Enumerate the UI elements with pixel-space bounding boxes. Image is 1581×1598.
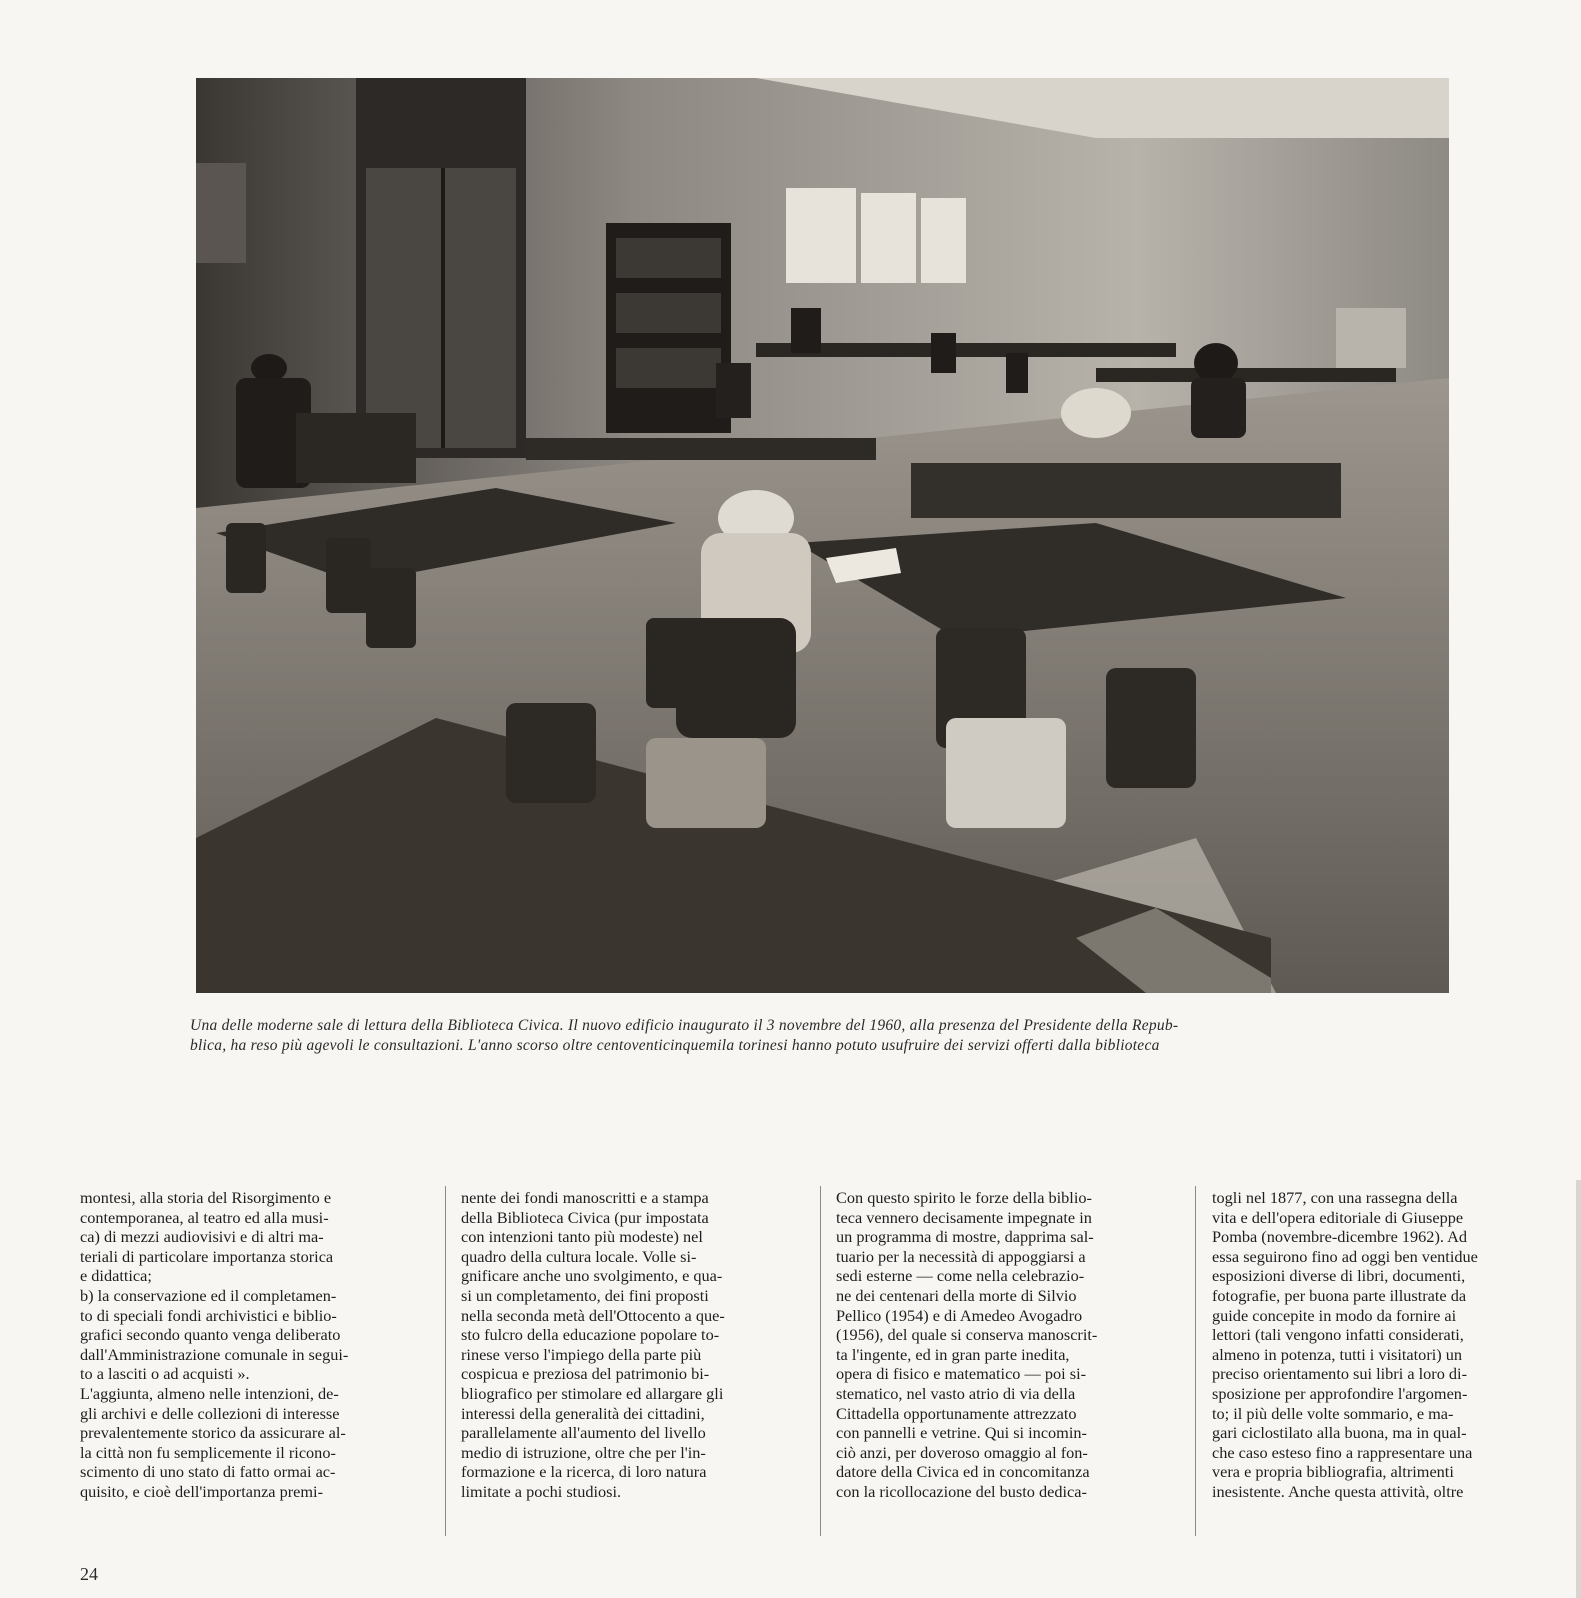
text-line: sto fulcro della educazione popolare to- bbox=[461, 1325, 720, 1345]
text-line: preciso orientamento sui libri a loro di- bbox=[1212, 1364, 1468, 1384]
caption-line: Una delle moderne sale di lettura della Biblioteca Civica. Il nuovo edificio inaugurato il 3 novembre del 1960, alla presenza del Presidente della Repub- bbox=[190, 1017, 1179, 1034]
text-line: dall'Amministrazione comunale in segui- bbox=[80, 1344, 349, 1364]
text-line: Pomba (novembre-dicembre 1962). Ad bbox=[1212, 1227, 1468, 1247]
text-line: to a lasciti o ad acquisti ». bbox=[80, 1364, 250, 1384]
reading-room-photo bbox=[196, 78, 1449, 993]
text-line: ta l'ingente, ed in gran parte inedita, bbox=[836, 1344, 1070, 1364]
text-line: fotografie, per buona parte illustrate da bbox=[1212, 1285, 1467, 1305]
text-line: esposizioni diverse di libri, documenti, bbox=[1212, 1266, 1466, 1286]
text-column-2 bbox=[461, 1188, 783, 1502]
text-line: scimento di uno stato di fatto ormai ac- bbox=[80, 1462, 336, 1482]
text-line: montesi, alla storia del Risorgimento e bbox=[80, 1188, 332, 1207]
page-number: 24 bbox=[80, 1564, 98, 1584]
text-line: Pellico (1954) e di Amedeo Avogadro bbox=[836, 1305, 1083, 1325]
text-line: sedi esterne — come nella celebrazio- bbox=[836, 1266, 1085, 1286]
text-line: e didattica; bbox=[80, 1266, 152, 1286]
text-line: quisito, e cioè dell'importanza premi- bbox=[80, 1481, 324, 1501]
text-line: vita e dell'opera editoriale di Giuseppe bbox=[1212, 1207, 1464, 1227]
text-line: lettori (tali vengono infatti considerati, bbox=[1212, 1325, 1464, 1345]
text-line: to di speciali fondi archivistici e biblio- bbox=[80, 1305, 337, 1325]
text-line: con pannelli e vetrine. Qui si incomin- bbox=[836, 1423, 1087, 1443]
text-line: si un completamento, dei fini proposti bbox=[461, 1285, 709, 1305]
text-line: togli nel 1877, con una rassegna della bbox=[1212, 1188, 1458, 1207]
text-line: sposizione per approfondire l'argomen- bbox=[1212, 1383, 1468, 1403]
text-line: medio di istruzione, oltre che per l'in- bbox=[461, 1442, 706, 1462]
text-line: nella seconda metà dell'Ottocento a que- bbox=[461, 1305, 725, 1325]
text-line: teriali di particolare importanza storica bbox=[80, 1246, 334, 1266]
text-line: con intenzioni tanto più modeste) nel bbox=[461, 1227, 703, 1247]
photo-caption bbox=[190, 1016, 1452, 1056]
text-line: prevalentemente storico da assicurare al- bbox=[80, 1423, 346, 1443]
text-line: bliografico per stimolare ed allargare gli bbox=[461, 1383, 724, 1403]
text-column-4 bbox=[1212, 1188, 1534, 1502]
text-line: almeno in potenza, tutti i visitatori) un bbox=[1212, 1344, 1463, 1364]
text-line: datore della Civica ed in concomitanza bbox=[836, 1462, 1090, 1482]
text-line: limitate a pochi studiosi. bbox=[461, 1481, 622, 1501]
page-edge bbox=[1576, 1180, 1581, 1598]
text-line: quadro della cultura locale. Volle si- bbox=[461, 1246, 697, 1266]
column-divider bbox=[1195, 1186, 1196, 1536]
text-line: Con questo spirito le forze della biblio- bbox=[836, 1188, 1092, 1207]
text-line: stematico, nel vasto atrio di via della bbox=[836, 1383, 1076, 1403]
text-line: formazione e la ricerca, di loro natura bbox=[461, 1462, 707, 1482]
text-line: tuario per la necessità di appoggiarsi a bbox=[836, 1246, 1086, 1266]
text-column-3 bbox=[836, 1188, 1158, 1502]
reading-room-photo-icon bbox=[196, 78, 1449, 993]
text-line: (1956), del quale si conserva manoscrit- bbox=[836, 1325, 1098, 1345]
text-line: ciò anzi, per doveroso omaggio al fon- bbox=[836, 1442, 1088, 1462]
column-divider bbox=[820, 1186, 821, 1536]
text-line: che caso esteso fino a rappresentare una bbox=[1212, 1442, 1473, 1462]
text-column-1 bbox=[80, 1188, 402, 1502]
text-line: ca) di mezzi audiovisivi e di altri ma- bbox=[80, 1227, 324, 1247]
text-line: guide concepite in modo da fornire ai bbox=[1212, 1305, 1457, 1325]
caption-line: blica, ha reso più agevoli le consultazioni. L'anno scorso oltre centoventicinquemila torinesi hanno potuto usufruire dei servizi offerti dalla biblioteca bbox=[190, 1037, 1160, 1054]
text-line: essa seguirono fino ad oggi ben ventidue bbox=[1212, 1246, 1478, 1266]
text-line: gli archivi e delle collezioni di interesse bbox=[80, 1403, 340, 1423]
text-line: Cittadella opportunamente attrezzato bbox=[836, 1403, 1077, 1423]
text-line: grafici secondo quanto venga deliberato bbox=[80, 1325, 341, 1345]
text-line: opera di fisico e matematico — poi si- bbox=[836, 1364, 1087, 1384]
text-line: cospicua e preziosa del patrimonio bi- bbox=[461, 1364, 710, 1384]
text-line: inesistente. Anche questa attività, oltre bbox=[1212, 1481, 1464, 1501]
text-line: b) la conservazione ed il completamen- bbox=[80, 1285, 337, 1305]
text-line: L'aggiunta, almeno nelle intenzioni, de- bbox=[80, 1383, 339, 1403]
text-line: contemporanea, al teatro ed alla musi- bbox=[80, 1207, 329, 1227]
column-divider bbox=[445, 1186, 446, 1536]
text-line: teca vennero decisamente impegnate in bbox=[836, 1207, 1092, 1227]
text-line: parallelamente all'aumento del livello bbox=[461, 1423, 706, 1443]
text-line: con la ricollocazione del busto dedica- bbox=[836, 1481, 1087, 1501]
text-line: gari ciclostilato alla buona, ma in qual- bbox=[1212, 1423, 1467, 1443]
text-line: vera e propria bibliografia, altrimenti bbox=[1212, 1462, 1454, 1482]
text-line: rinese verso l'impiego della parte più bbox=[461, 1344, 702, 1364]
text-line: gnificare anche uno svolgimento, e qua- bbox=[461, 1266, 723, 1286]
text-line: nente dei fondi manoscritti e a stampa bbox=[461, 1188, 709, 1207]
text-line: ne dei centenari della morte di Silvio bbox=[836, 1285, 1077, 1305]
text-line: to; il più delle volte sommario, e ma- bbox=[1212, 1403, 1454, 1423]
text-line: un programma di mostre, dapprima sal- bbox=[836, 1227, 1094, 1247]
text-line: la città non fu semplicemente il ricono- bbox=[80, 1442, 336, 1462]
text-line: interessi della generalità dei cittadini, bbox=[461, 1403, 705, 1423]
text-line: della Biblioteca Civica (pur impostata bbox=[461, 1207, 709, 1227]
